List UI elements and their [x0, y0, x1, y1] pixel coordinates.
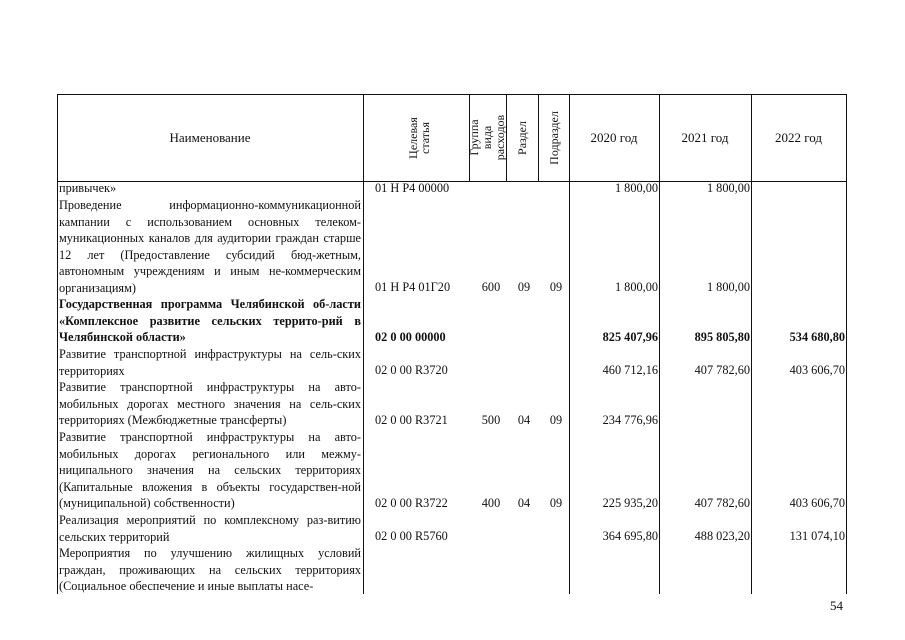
header-target: Целевая статья: [406, 116, 432, 159]
row-name: привычек»: [59, 181, 117, 195]
row-2021: 407 782,60: [694, 496, 750, 510]
row-2022: 403 606,70: [789, 363, 845, 377]
row-2022: 131 074,10: [789, 529, 845, 543]
row-name: Развитие транспортной инфраструктуры на сель-ских территориях: [59, 347, 361, 378]
row-2021: 488 023,20: [694, 529, 750, 543]
row-2021: 895 805,80: [694, 330, 750, 344]
row-section: 04: [517, 413, 531, 427]
row-2020: 1 800,00: [614, 280, 658, 294]
row-name: Развитие транспортной инфраструктуры на авто-мобильных дорогах регионального или межму-ниципального значения на сельских территориях (Капитальные вложения в объекты государствен-ной (муниципальной) собственности): [59, 430, 361, 511]
row-subsection: 09: [549, 280, 563, 294]
row-2022: 534 680,80: [789, 330, 845, 344]
header-2020: 2020 год: [590, 129, 638, 145]
budget-table: [57, 94, 847, 594]
row-2022: 403 606,70: [789, 496, 845, 510]
row-2020: 1 800,00: [614, 181, 658, 195]
row-group: 400: [481, 496, 501, 510]
row-2021: 1 800,00: [706, 181, 750, 195]
row-subsection: 09: [549, 413, 563, 427]
row-name: Проведение информационно-коммуникационной кампании с использованием основных телеком-муникационных каналов для аудитории граждан старше 12 лет (Предоставление субсидий бюд-жетным, автономным учреждениям и иным не-коммерческим организациям): [59, 198, 361, 295]
row-name: Мероприятия по улучшению жилищных условий граждан, проживающих на сельских территориях (Социальное обеспечение и иные выплаты насе-: [59, 546, 361, 594]
row-code: 02 0 00 R3721: [375, 413, 448, 427]
row-section: 04: [517, 496, 531, 510]
row-section: 09: [517, 280, 531, 294]
header-name: Наименование: [169, 129, 251, 145]
row-code: 01 Н Р4 00000: [375, 181, 450, 195]
row-code: 02 0 00 R5760: [375, 529, 448, 543]
row-2020: 460 712,16: [602, 363, 658, 377]
row-2020: 225 935,20: [602, 496, 658, 510]
row-code: 02 0 00 R3720: [375, 363, 448, 377]
row-code: 02 0 00 00000: [375, 330, 446, 344]
row-name: Развитие транспортной инфраструктуры на авто-мобильных дорогах местного значения на сель-ских территориях (Межбюджетные трансферты): [59, 380, 361, 428]
table-border-right: [846, 94, 847, 594]
header-2022: 2022 год: [775, 129, 822, 145]
row-2020: 234 776,96: [602, 413, 658, 427]
row-2021: 1 800,00: [706, 280, 750, 294]
header-section: Раздел: [515, 120, 530, 155]
row-name: Государственная программа Челябинской об-ласти «Комплексное развитие сельских террито-рий в Челябинской области»: [59, 297, 361, 345]
header-2021: 2021 год: [681, 129, 729, 145]
row-code: 02 0 00 R3722: [375, 496, 448, 510]
header-group: Группа вида расходов: [467, 114, 507, 161]
row-2020: 825 407,96: [602, 330, 658, 344]
row-subsection: 09: [549, 496, 563, 510]
row-group: 500: [481, 413, 501, 427]
column-divider: [363, 94, 364, 594]
page-number: 54: [830, 598, 843, 613]
row-code: 01 Н Р4 01Г20: [375, 280, 451, 294]
row-group: 600: [481, 280, 501, 294]
row-2020: 364 695,80: [602, 529, 658, 543]
header-subsection: Подраздел: [546, 110, 561, 165]
row-name: Реализация мероприятий по комплексному раз-витию сельских территорий: [59, 513, 361, 544]
row-2021: 407 782,60: [694, 363, 750, 377]
